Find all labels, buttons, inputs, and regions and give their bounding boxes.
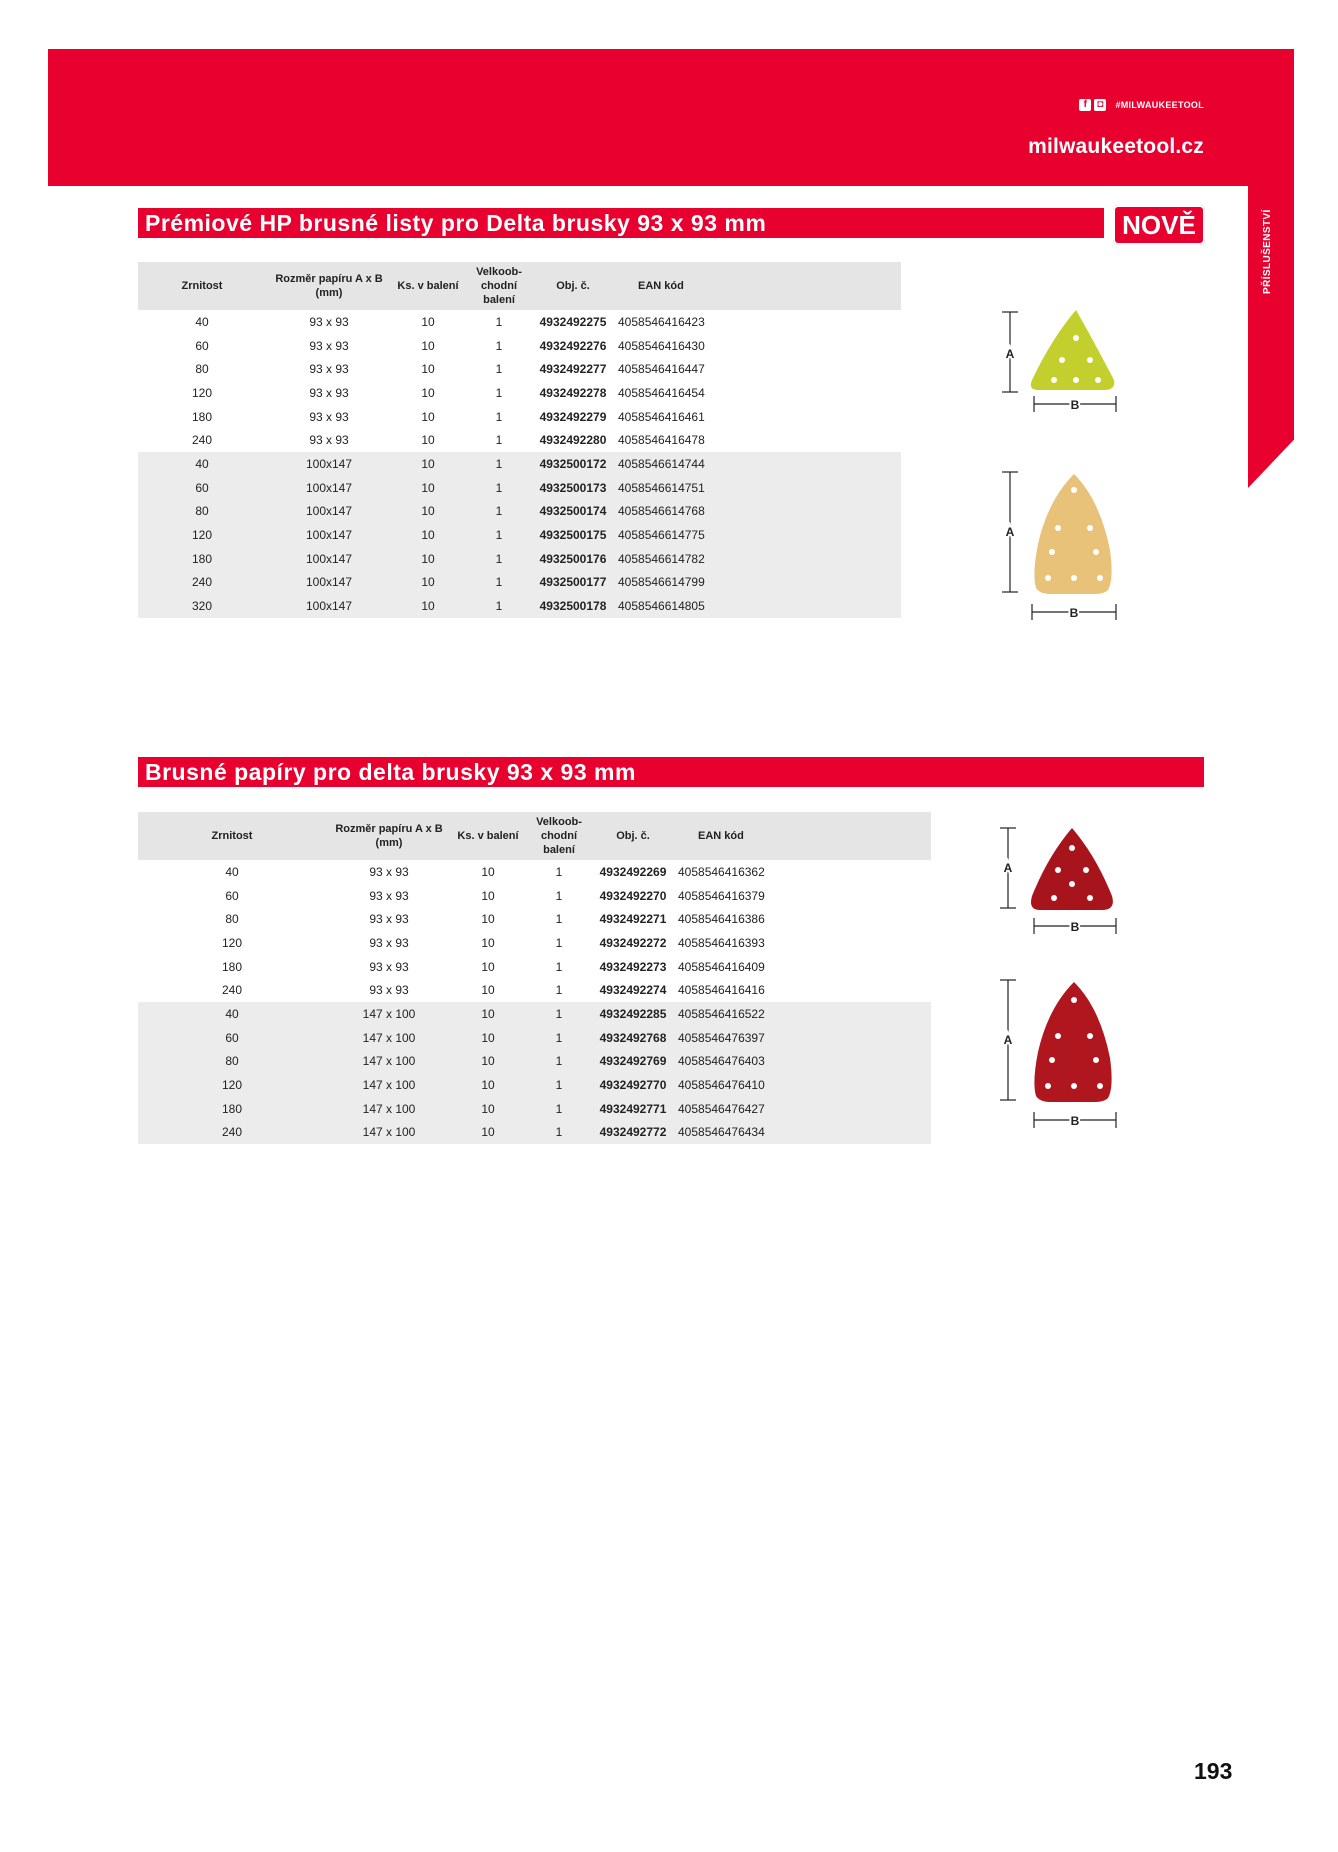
article-number-cell: 4932492274 [599, 983, 667, 998]
col-ks: Ks. v balení [392, 262, 464, 310]
wholesale-cell: 1 [464, 547, 534, 571]
page-number: 193 [1194, 1758, 1233, 1784]
article-number-cell: 4932492269 [599, 864, 667, 879]
ean-cell: 4058546614768 [612, 500, 742, 524]
article-number-cell: 4932492270 [599, 888, 667, 903]
article-number-cell: 4932500176 [534, 547, 612, 571]
size-cell: 100x147 [266, 594, 392, 618]
grit-cell: 240 [138, 571, 266, 595]
wholesale-cell: 1 [524, 1026, 594, 1050]
size-cell: 147 x 100 [326, 1097, 452, 1121]
table-row [138, 357, 901, 381]
table-header-row [138, 262, 901, 310]
ean-cell: 4058546614799 [612, 571, 742, 595]
section1-table-body [138, 310, 901, 618]
wholesale-cell: 1 [464, 594, 534, 618]
ean-cell: 4058546416393 [678, 935, 765, 950]
col-ean: EAN kód [612, 262, 742, 310]
table-row [138, 381, 901, 405]
size-cell: 100x147 [266, 500, 392, 524]
pack-qty-cell: 10 [392, 452, 464, 476]
grit-cell: 40 [195, 314, 209, 329]
grit-cell: 320 [138, 594, 266, 618]
empty-cell [742, 334, 901, 358]
sanding-sheet-shape [1031, 828, 1113, 910]
sanding-sheet-diagram-2 [992, 470, 1122, 630]
size-cell: 147 x 100 [326, 1073, 452, 1097]
empty-cell [742, 523, 901, 547]
dimension-label-a: A [1003, 861, 1013, 875]
ean-cell: 4058546614805 [612, 594, 742, 618]
wholesale-cell: 1 [495, 362, 503, 377]
table-row [138, 860, 931, 884]
col-velkoobchodni: Velkoob-chodní balení [524, 812, 594, 860]
site-url-link[interactable]: milwaukeetool.cz [1028, 135, 1204, 158]
table-row [138, 1073, 931, 1097]
table-row [138, 310, 901, 334]
facebook-icon[interactable]: f [1079, 99, 1091, 111]
pack-qty-cell: 10 [481, 864, 495, 879]
article-number-cell: 4932492285 [594, 1002, 672, 1026]
size-cell: 100x147 [266, 523, 392, 547]
size-cell: 93 x 93 [369, 983, 409, 998]
size-cell: 93 x 93 [369, 864, 409, 879]
grit-cell: 180 [191, 409, 213, 424]
ean-cell: 4058546614775 [612, 523, 742, 547]
dimension-label-b: B [1070, 398, 1080, 412]
sanding-sheet-shape [1031, 310, 1114, 390]
header-banner [48, 49, 1294, 186]
article-number-cell: 4932492769 [594, 1050, 672, 1074]
empty-cell [742, 500, 901, 524]
table-row [138, 334, 901, 358]
empty-cell [802, 1073, 931, 1097]
wholesale-cell: 1 [495, 338, 503, 353]
dimension-label-b: B [1069, 606, 1079, 620]
size-cell: 100x147 [266, 547, 392, 571]
empty-cell [802, 978, 931, 1002]
pack-qty-cell: 10 [452, 1002, 524, 1026]
col-empty [802, 812, 931, 860]
article-number-cell: 4932492272 [599, 935, 667, 950]
pack-qty-cell: 10 [392, 594, 464, 618]
ean-cell: 4058546416522 [672, 1002, 802, 1026]
dimension-label-a: A [1005, 525, 1015, 539]
wholesale-cell: 1 [555, 935, 563, 950]
pack-qty-cell: 10 [421, 409, 435, 424]
table-row [138, 594, 901, 618]
table-row [138, 1050, 931, 1074]
size-cell: 100x147 [266, 571, 392, 595]
pack-qty-cell: 10 [452, 1073, 524, 1097]
grit-cell: 40 [225, 864, 239, 879]
table-row [138, 955, 931, 979]
col-ean: EAN kód [672, 812, 802, 860]
pack-qty-cell: 10 [452, 1121, 524, 1145]
table-row [138, 571, 901, 595]
ean-cell: 4058546476397 [672, 1026, 802, 1050]
table-row [138, 1026, 931, 1050]
table-row [138, 907, 931, 931]
pack-qty-cell: 10 [392, 476, 464, 500]
wholesale-cell: 1 [524, 1121, 594, 1145]
empty-cell [802, 860, 931, 884]
pack-qty-cell: 10 [481, 912, 495, 927]
empty-cell [802, 931, 931, 955]
wholesale-cell: 1 [464, 523, 534, 547]
pack-qty-cell: 10 [421, 338, 435, 353]
pack-qty-cell: 10 [481, 959, 495, 974]
col-zrnitost: Zrnitost [138, 812, 326, 860]
grit-cell: 180 [221, 959, 243, 974]
empty-cell [802, 1026, 931, 1050]
ean-cell: 4058546614751 [612, 476, 742, 500]
grit-cell: 180 [138, 547, 266, 571]
article-number-cell: 4932492770 [594, 1073, 672, 1097]
size-cell: 93 x 93 [309, 433, 349, 448]
empty-cell [742, 310, 901, 334]
section1-table [138, 262, 901, 618]
article-number-cell: 4932492273 [599, 959, 667, 974]
pack-qty-cell: 10 [452, 1097, 524, 1121]
dimension-label-a: A [1005, 347, 1015, 361]
dimension-label-b: B [1070, 1114, 1080, 1128]
size-cell: 93 x 93 [309, 409, 349, 424]
wholesale-cell: 1 [495, 385, 503, 400]
dimension-label-b: B [1070, 920, 1080, 934]
size-cell: 93 x 93 [369, 935, 409, 950]
pack-qty-cell: 10 [392, 547, 464, 571]
empty-cell [742, 571, 901, 595]
article-number-cell: 4932492271 [599, 912, 667, 927]
grit-cell: 120 [138, 523, 266, 547]
ean-cell: 4058546416423 [618, 314, 705, 329]
empty-cell [742, 594, 901, 618]
ean-cell: 4058546416362 [678, 864, 765, 879]
grit-cell: 40 [138, 1002, 326, 1026]
wholesale-cell: 1 [495, 433, 503, 448]
article-number-cell: 4932500173 [534, 476, 612, 500]
grit-cell: 60 [138, 476, 266, 500]
section2-title: Brusné papíry pro delta brusky 93 x 93 mm [138, 757, 1204, 787]
hashtag: #MILWAUKEETOOL [1115, 100, 1204, 110]
col-zrnitost: Zrnitost [138, 262, 266, 310]
size-cell: 93 x 93 [369, 959, 409, 974]
size-cell: 100x147 [266, 476, 392, 500]
size-cell: 100x147 [266, 452, 392, 476]
sanding-sheet-diagram-1 [992, 308, 1122, 423]
wholesale-cell: 1 [495, 409, 503, 424]
size-cell: 93 x 93 [369, 888, 409, 903]
wholesale-cell: 1 [464, 452, 534, 476]
table-row [138, 405, 901, 429]
table-row [138, 428, 901, 452]
pack-qty-cell: 10 [392, 523, 464, 547]
wholesale-cell: 1 [464, 571, 534, 595]
pack-qty-cell: 10 [421, 314, 435, 329]
pack-qty-cell: 10 [421, 433, 435, 448]
empty-cell [802, 1121, 931, 1145]
pack-qty-cell: 10 [452, 1050, 524, 1074]
wholesale-cell: 1 [464, 500, 534, 524]
section2-table [138, 812, 931, 1144]
pack-qty-cell: 10 [392, 500, 464, 524]
ean-cell: 4058546416386 [678, 912, 765, 927]
size-cell: 147 x 100 [326, 1026, 452, 1050]
table-header-row [138, 812, 931, 860]
empty-cell [802, 1050, 931, 1074]
table-row [138, 1097, 931, 1121]
size-cell: 93 x 93 [309, 362, 349, 377]
article-number-cell: 4932492275 [539, 314, 607, 329]
wholesale-cell: 1 [524, 1097, 594, 1121]
article-number-cell: 4932492276 [539, 338, 607, 353]
col-rozmer: Rozměr papíru A x B (mm) [266, 262, 392, 310]
article-number-cell: 4932492279 [539, 409, 607, 424]
article-number-cell: 4932500178 [534, 594, 612, 618]
ean-cell: 4058546416430 [618, 338, 705, 353]
dimension-label-a: A [1003, 1033, 1013, 1047]
article-number-cell: 4932492771 [594, 1097, 672, 1121]
ean-cell: 4058546416379 [678, 888, 765, 903]
size-cell: 93 x 93 [309, 338, 349, 353]
ean-cell: 4058546614782 [612, 547, 742, 571]
col-ks: Ks. v balení [452, 812, 524, 860]
empty-cell [802, 1002, 931, 1026]
section1-title: Prémiové HP brusné listy pro Delta brusky 93 x 93 mm [138, 208, 1104, 238]
article-number-cell: 4932492277 [539, 362, 607, 377]
empty-cell [802, 907, 931, 931]
grit-cell: 240 [138, 1121, 326, 1145]
wholesale-cell: 1 [524, 1050, 594, 1074]
table-row [138, 523, 901, 547]
ean-cell: 4058546416447 [618, 362, 705, 377]
size-cell: 147 x 100 [326, 1050, 452, 1074]
wholesale-cell: 1 [555, 888, 563, 903]
article-number-cell: 4932500175 [534, 523, 612, 547]
empty-cell [802, 955, 931, 979]
table-row [138, 452, 901, 476]
wholesale-cell: 1 [555, 983, 563, 998]
article-number-cell: 4932500172 [534, 452, 612, 476]
grit-cell: 80 [138, 1050, 326, 1074]
ean-cell: 4058546416454 [618, 385, 705, 400]
side-tab-label: PŘÍSLUŠENSTVÍ [1262, 209, 1273, 294]
size-cell: 93 x 93 [309, 385, 349, 400]
size-cell: 93 x 93 [369, 912, 409, 927]
table-row [138, 978, 931, 1002]
pack-qty-cell: 10 [392, 571, 464, 595]
article-number-cell: 4932492278 [539, 385, 607, 400]
ean-cell: 4058546416461 [618, 409, 705, 424]
grit-cell: 180 [138, 1097, 326, 1121]
pack-qty-cell: 10 [481, 888, 495, 903]
pack-qty-cell: 10 [421, 362, 435, 377]
empty-cell [742, 405, 901, 429]
empty-cell [742, 452, 901, 476]
grit-cell: 120 [191, 385, 213, 400]
article-number-cell: 4932500177 [534, 571, 612, 595]
grit-cell: 80 [225, 912, 239, 927]
wholesale-cell: 1 [555, 864, 563, 879]
wholesale-cell: 1 [464, 476, 534, 500]
grit-cell: 120 [221, 935, 243, 950]
size-cell: 147 x 100 [326, 1121, 452, 1145]
size-cell: 147 x 100 [326, 1002, 452, 1026]
empty-cell [742, 428, 901, 452]
ean-cell: 4058546416416 [678, 983, 765, 998]
section2-table-body [138, 860, 931, 1144]
table-row [138, 500, 901, 524]
ean-cell: 4058546476403 [672, 1050, 802, 1074]
grit-cell: 60 [138, 1026, 326, 1050]
empty-cell [802, 1097, 931, 1121]
ean-cell: 4058546476410 [672, 1073, 802, 1097]
empty-cell [742, 381, 901, 405]
ean-cell: 4058546416478 [618, 433, 705, 448]
wholesale-cell: 1 [555, 959, 563, 974]
table-row [138, 1002, 931, 1026]
table-row [138, 1121, 931, 1145]
grit-cell: 60 [195, 338, 209, 353]
col-obj: Obj. č. [594, 812, 672, 860]
wholesale-cell: 1 [524, 1002, 594, 1026]
grit-cell: 60 [225, 888, 239, 903]
ean-cell: 4058546476434 [672, 1121, 802, 1145]
col-empty [742, 262, 901, 310]
article-number-cell: 4932492772 [594, 1121, 672, 1145]
wholesale-cell: 1 [555, 912, 563, 927]
grit-cell: 240 [191, 433, 213, 448]
empty-cell [802, 884, 931, 908]
pack-qty-cell: 10 [452, 1026, 524, 1050]
table-row [138, 476, 901, 500]
col-obj: Obj. č. [534, 262, 612, 310]
article-number-cell: 4932500174 [534, 500, 612, 524]
table-row [138, 547, 901, 571]
instagram-icon[interactable]: ◘ [1094, 99, 1106, 111]
new-badge: NOVĚ [1113, 205, 1205, 245]
empty-cell [742, 476, 901, 500]
grit-cell: 40 [138, 452, 266, 476]
sanding-sheet-diagram-4 [992, 978, 1122, 1138]
sanding-sheet-diagram-3 [992, 826, 1122, 941]
col-rozmer: Rozměr papíru A x B (mm) [326, 812, 452, 860]
grit-cell: 80 [195, 362, 209, 377]
ean-cell: 4058546476427 [672, 1097, 802, 1121]
grit-cell: 240 [221, 983, 243, 998]
table-row [138, 884, 931, 908]
pack-qty-cell: 10 [481, 983, 495, 998]
ean-cell: 4058546416409 [678, 959, 765, 974]
empty-cell [742, 547, 901, 571]
social-links [1079, 99, 1204, 111]
size-cell: 93 x 93 [309, 314, 349, 329]
pack-qty-cell: 10 [481, 935, 495, 950]
grit-cell: 120 [138, 1073, 326, 1097]
empty-cell [742, 357, 901, 381]
col-velkoobchodni: Velkoob-chodní balení [464, 262, 534, 310]
wholesale-cell: 1 [524, 1073, 594, 1097]
pack-qty-cell: 10 [421, 385, 435, 400]
wholesale-cell: 1 [495, 314, 503, 329]
table-row [138, 931, 931, 955]
article-number-cell: 4932492768 [594, 1026, 672, 1050]
grit-cell: 80 [138, 500, 266, 524]
article-number-cell: 4932492280 [539, 433, 607, 448]
ean-cell: 4058546614744 [612, 452, 742, 476]
